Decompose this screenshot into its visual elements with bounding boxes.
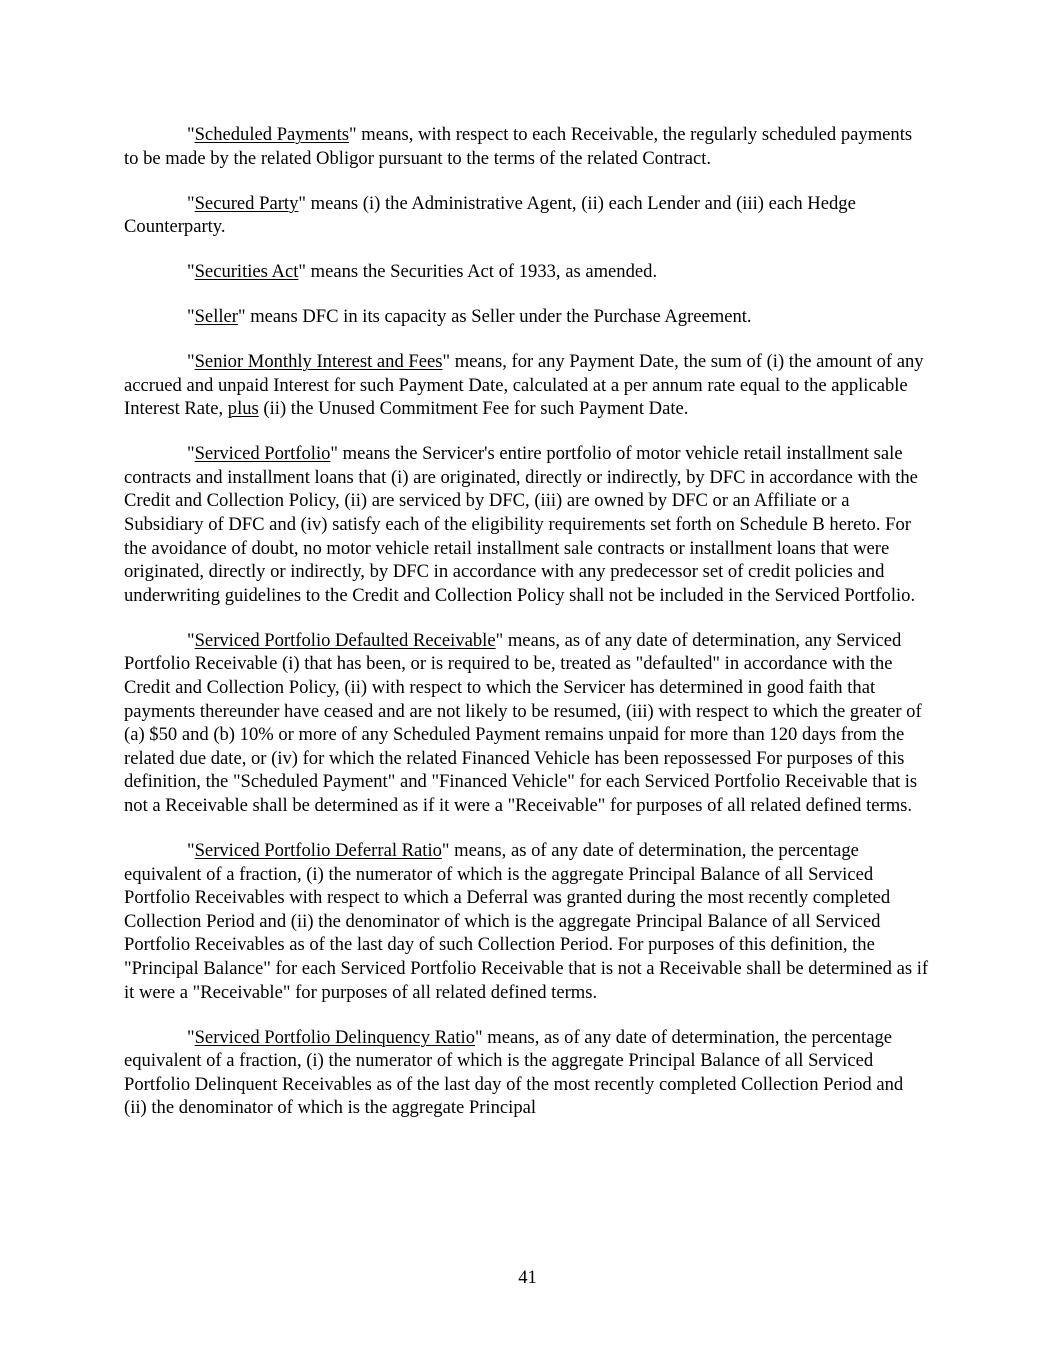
definition-body: " means DFC in its capacity as Seller under the Purchase Agreement. <box>237 306 752 328</box>
definition-body: " means the Securities Act of 1933, as amended. <box>298 261 658 283</box>
definition-body-continued: (ii) the Unused Commitment Fee for such Payment Date. <box>258 398 689 420</box>
open-quote: " <box>187 261 195 283</box>
definition-body: " means, for any Payment Date, the sum of (i) the amount of any accrued and unpaid Interest for such Payment Date, calculated at a per annum rate equal to the applicable Interest Rate, <box>124 351 924 420</box>
definition-secured-party <box>124 192 930 239</box>
open-quote: " <box>187 629 195 651</box>
definition-serviced-portfolio <box>124 442 930 607</box>
definition-body: " means, as of any date of determination, any Serviced Portfolio Receivable (i) that has been, or is required to be, treated as "defaulted" in accordance with the Credit and Collection Policy, (ii) with respect to which the Servicer has determined in good faith that payments thereunder have ceased and are not likely to be resumed, (iii) with respect to which the greater of (a) $50 and (b) 10% or more of any Scheduled Payment remains unpaid for more than 120 days from the related due date, or (iv) for which the related Financed Vehicle has been repossessed For purposes of this definition, the "Scheduled Payment" and "Financed Vehicle" for each Serviced Portfolio Receivable that is not a Receivable shall be determined as if it were a "Receivable" for purposes of all related defined terms. <box>124 629 922 816</box>
definition-serviced-portfolio-defaulted-receivable <box>124 629 930 818</box>
defined-term: Senior Monthly Interest and Fees <box>194 351 443 373</box>
open-quote: " <box>187 443 195 465</box>
definition-scheduled-payments <box>124 123 930 170</box>
definition-body: " means, as of any date of determination, the percentage equivalent of a fraction, (i) the numerator of which is the aggregate Principal Balance of all Serviced Portfolio Receivables with respect to which a Deferral was granted during the most recently completed Collection Period and (ii) the denominator of which is the aggregate Principal Balance of all Serviced Portfolio Receivables as of the last day of such Collection Period. For purposes of this definition, the "Principal Balance" for each Serviced Portfolio Receivable that is not a Receivable shall be determined as if it were a "Receivable" for purposes of all related defined terms. <box>124 839 929 1003</box>
open-quote: " <box>187 192 195 214</box>
definition-body: " means (i) the Administrative Agent, (ii) each Lender and (iii) each Hedge Counterparty. <box>124 192 856 238</box>
open-quote: " <box>187 306 195 328</box>
document-page <box>124 123 930 1141</box>
definition-body: " means, as of any date of determination, the percentage equivalent of a fraction, (i) the numerator of which is the aggregate Principal Balance of all Serviced Portfolio Delinquent Receivables as of the last day of the most recently completed Collection Period and (ii) the denominator of which is the aggregate Principal <box>124 1026 904 1119</box>
defined-term: Serviced Portfolio <box>194 443 331 465</box>
page-number: 41 <box>518 1267 537 1288</box>
defined-term: Secured Party <box>194 192 299 214</box>
defined-term: Serviced Portfolio Deferral Ratio <box>194 839 442 861</box>
defined-term: Scheduled Payments <box>194 124 349 145</box>
definition-securities-act <box>124 260 930 284</box>
defined-term: Serviced Portfolio Delinquency Ratio <box>194 1026 475 1048</box>
open-quote: " <box>187 839 195 861</box>
definition-body: " means, with respect to each Receivable, the regularly scheduled payments to be made by the related Obligor pursuant to the terms of the related Contract. <box>124 124 913 169</box>
emphasized-word: plus <box>227 398 259 420</box>
definition-body: " means the Servicer's entire portfolio of motor vehicle retail installment sale contracts and installment loans that (i) are originated, directly or indirectly, by DFC in accordance with the Credit and Collection Policy, (ii) are serviced by DFC, (iii) are owned by DFC or an Affiliate or a Subsidiary of DFC and (iv) satisfy each of the eligibility requirements set forth on Schedule B hereto. For the avoidance of doubt, no motor vehicle retail installment sale contracts or installment loans that were originated, directly or indirectly, by DFC in accordance with any predecessor set of credit policies and underwriting guidelines to the Credit and Collection Policy shall not be included in the Serviced Portfolio. <box>124 443 918 606</box>
defined-term: Serviced Portfolio Defaulted Receivable <box>194 629 496 651</box>
defined-term: Seller <box>194 306 238 328</box>
definition-senior-monthly-interest-and-fees <box>124 350 930 421</box>
definition-seller <box>124 305 930 329</box>
open-quote: " <box>187 1026 195 1048</box>
definition-serviced-portfolio-deferral-ratio <box>124 839 930 1004</box>
defined-term: Securities Act <box>194 261 299 283</box>
open-quote: " <box>187 351 195 373</box>
open-quote: " <box>187 124 195 145</box>
definition-serviced-portfolio-delinquency-ratio <box>124 1026 930 1120</box>
